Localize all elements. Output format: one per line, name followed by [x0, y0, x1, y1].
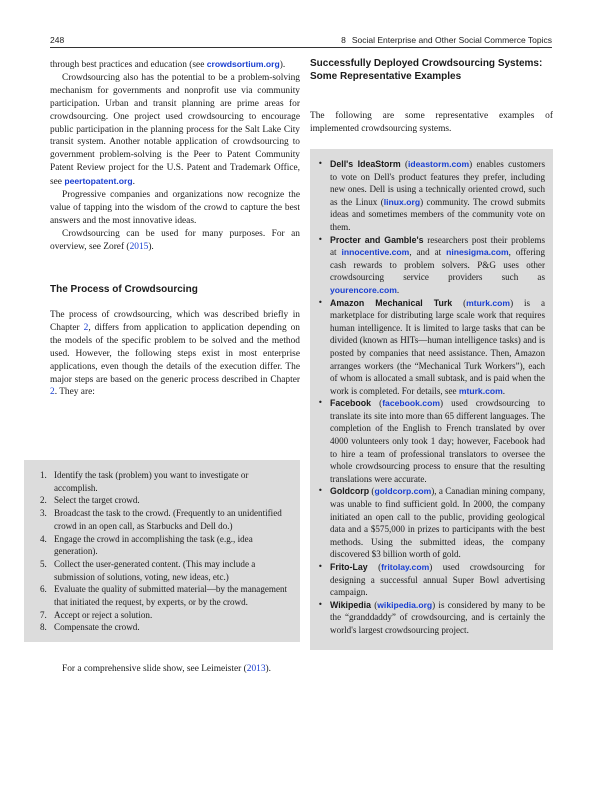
step-item [36, 583, 288, 608]
step-text: Collect the user-generated content. (This may include a submission of solutions, voting, new ideas, etc.) [54, 558, 256, 582]
steps-box [24, 460, 300, 642]
text: ( [369, 486, 375, 497]
process-paragraph [50, 309, 300, 399]
step-item [36, 494, 288, 507]
link-fritolay[interactable]: fritolay.com [381, 562, 430, 572]
citation-link[interactable]: 2015 [129, 241, 149, 252]
link-goldcorp[interactable]: goldcorp.com [374, 486, 432, 497]
section-heading-process: The Process of Crowdsourcing [50, 284, 198, 295]
step-number: 1. [40, 470, 47, 480]
step-number: 8. [40, 622, 47, 633]
text: ). [265, 664, 271, 674]
example-pg [318, 234, 545, 297]
chapter-ref-link[interactable]: 2 [83, 322, 89, 333]
text: ) used crowdsourcing to translate its site into more than 65 different languages. The completion of the English to French translated by over 4000 volunteers only took 1 day; however, Facebook had to hire a team of professional translators to oversee the whole crowdsourcing process to ensure that the resulting translations were accurate. [330, 398, 545, 484]
text: Crowdsourcing also has the potential to be a problem-solving mechanism for governments and nonprofit use via community participation. Urban and transit planning are prime areas for crowdsourcing. One project used crowdsourcing to encourage public participation in the planning process for the Salt Lake City transit system. Another notable application of crowdsourcing to government problem-solving is the Peer to Patent Community Patent Review project for the U.S. Patent and Trademark Office, see [50, 72, 300, 188]
examples-box [310, 149, 553, 650]
text: ( [371, 398, 383, 409]
example-dell [318, 158, 545, 234]
org-name: Wikipedia [330, 599, 371, 610]
text: ( [370, 599, 378, 610]
step-text: Compensate the crowd. [54, 622, 140, 633]
step-text: Engage the crowd in accomplishing the task (e.g., idea generation). [54, 533, 253, 557]
text: . They are: [54, 387, 95, 398]
example-fritolay [318, 561, 545, 599]
paragraph [50, 72, 300, 189]
link-peertopatent[interactable]: peertopatent.org [64, 176, 133, 187]
step-number: 6. [40, 584, 47, 595]
step-text: Identify the task (problem) you want to investigate or accomplish. [54, 470, 249, 493]
bullet: • [318, 297, 323, 307]
text: ) is a marketplace for distributing large scale work that requires human intelligence. It is limited to large tasks that can be divided (known as HITs—human intelligence tasks) and is posted by companies that need assistance. Then, Amazon arranges workers (the “Mechanical Turk Workers”), each of whom is allocated a small subtask, and is paid when the work is completed. For details, see [330, 297, 545, 396]
org-name: Frito-Lay [330, 562, 368, 572]
text: ), a Canadian mining company, was unable to find sufficient gold. In 2000, the company initiated an open call to the public, providing geological data and a $575,000 in prizes to participants with the best methods. Using the submitted ideas, the company discovered $3 billion worth of gold. [330, 486, 545, 560]
step-number: 7. [40, 609, 47, 620]
bullet: • [318, 234, 323, 244]
bullet: • [318, 562, 323, 571]
link-yourencore[interactable]: yourencore.com [330, 284, 397, 295]
text: , offering cash rewards to problem solvers. P&G uses other crowdsourcing service providers such as [330, 247, 545, 283]
text: ) is considered by many to be the “granddaddy” of crowdsourcing, and is certainly the world's largest crowdsourcing project. [330, 599, 545, 635]
step-item [36, 507, 288, 532]
citation-link[interactable]: 2013 [246, 664, 266, 674]
text: ( [400, 159, 409, 169]
steps-list [36, 469, 288, 634]
step-text: Accept or reject a solution. [54, 609, 153, 620]
bullet: • [318, 486, 323, 496]
bullet: • [318, 599, 323, 609]
text: ). [148, 241, 154, 252]
org-name: Dell's IdeaStorm [330, 159, 401, 169]
chapter-number: 8 [341, 35, 346, 45]
examples-list [318, 158, 545, 637]
step-number: 5. [40, 558, 47, 569]
left-column [50, 58, 300, 254]
text: ( [452, 297, 467, 308]
paragraph [50, 58, 300, 72]
link-linux[interactable]: linux.org [383, 196, 421, 207]
examples-intro: The following are some representative examples of implemented crowdsourcing systems. [310, 111, 553, 134]
section-heading-examples: Successfully Deployed Crowdsourcing Systems: Some Representative Examples [310, 58, 543, 82]
bullet: • [318, 159, 323, 168]
text: ) community. The crowd submits ideas and sometimes members of the community vote on them. [330, 196, 545, 232]
paragraph [50, 228, 300, 254]
text: . [396, 284, 400, 295]
step-text: Evaluate the quality of submitted material—by the management that initiated the request, by experts, or by the crowd. [54, 584, 288, 608]
org-name: Procter and Gamble's [330, 234, 424, 245]
text: For a comprehensive slide show, see Leimeister ( [62, 664, 247, 674]
example-facebook [318, 397, 545, 485]
header-rule [50, 47, 552, 48]
example-goldcorp [318, 485, 545, 561]
link-mturk[interactable]: mturk.com [466, 297, 511, 308]
chapter-title: Social Enterprise and Other Social Commerce Topics [351, 35, 552, 45]
text: . [132, 177, 135, 188]
text: The process of crowdsourcing, which was described briefly in Chapter [50, 310, 300, 333]
link-wikipedia[interactable]: wikipedia.org [377, 599, 433, 610]
text: ( [367, 562, 382, 572]
link-mturk[interactable]: mturk.com [458, 385, 503, 396]
page-number: 248 [50, 35, 65, 45]
org-name: Facebook [330, 398, 372, 409]
text: ) enables customers to vote on Dell's product features they prefer, including new ones. Dell is using a technically oriented crowd, such as the Linux ( [330, 159, 545, 207]
org-name: Amazon Mechanical Turk [330, 297, 453, 308]
step-number: 2. [40, 495, 47, 506]
link-ideastorm[interactable]: ideastorm.com [408, 159, 470, 169]
example-amazon [318, 297, 545, 398]
text: . [502, 385, 506, 396]
link-crowdsortium[interactable]: crowdsortium.org [206, 59, 280, 69]
text: , and at [409, 247, 447, 258]
step-number: 4. [40, 533, 47, 544]
step-number: 3. [40, 508, 47, 519]
text: , differs from application to application depending on the models of the specific problem to be solved and the method used. However, the following steps exist in most enterprise applications, even though the details of the execution differ. The major steps are based on the generic process described in Chapter [50, 322, 300, 385]
step-text: Select the target crowd. [54, 495, 140, 506]
bullet: • [318, 398, 323, 408]
text: Crowdsourcing can be used for many purposes. For an overview, see Zoref ( [50, 228, 300, 252]
link-ninesigma[interactable]: ninesigma.com [446, 247, 509, 258]
step-item [36, 609, 288, 622]
step-item [36, 558, 288, 583]
link-innocentive[interactable]: innocentive.com [341, 247, 410, 258]
paragraph: Progressive companies and organizations now recognize the value of tapping into the wisdom of the crowd to capture the best answers and the most innovative ideas. [50, 190, 300, 226]
slide-show-note [62, 663, 312, 676]
example-wikipedia [318, 599, 545, 637]
step-item [36, 621, 288, 634]
step-item [36, 469, 288, 494]
step-item [36, 533, 288, 558]
org-name: Goldcorp [330, 486, 370, 497]
chapter-ref-link[interactable]: 2 [50, 387, 55, 398]
chapter-heading [341, 35, 552, 45]
link-facebook[interactable]: facebook.com [382, 398, 440, 409]
text: ). [279, 60, 286, 70]
text: researchers post their problems at [330, 234, 545, 258]
text: through best practices and education (see [50, 60, 207, 70]
text: ) used crowdsourcing for designing a successful annual Super Bowl advertising campaign. [330, 562, 545, 598]
step-text: Broadcast the task to the crowd. (Frequently to an unidentified crowd in an open call, as Starbucks and Dell do.) [54, 508, 282, 531]
